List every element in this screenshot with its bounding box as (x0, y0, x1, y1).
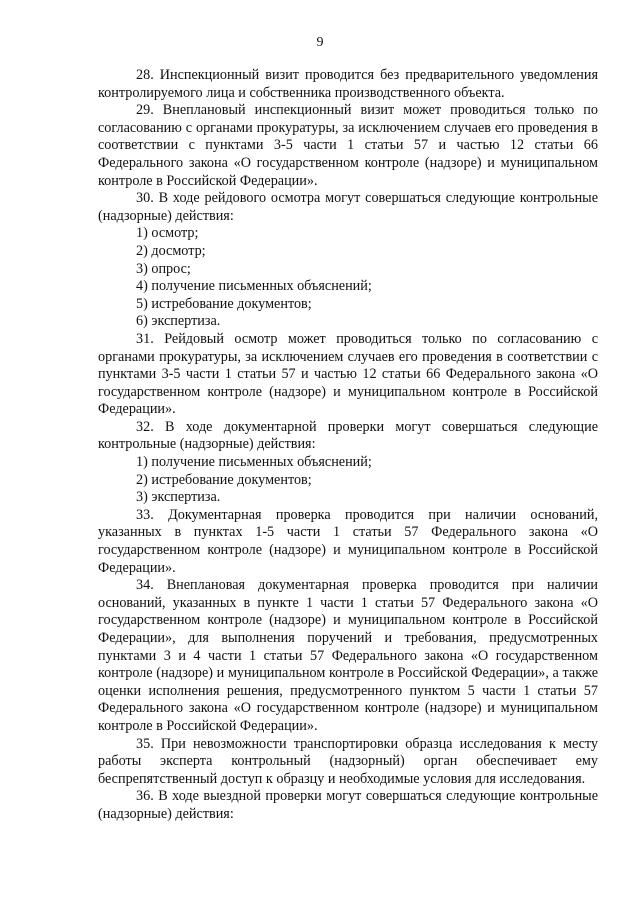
paragraph-31: 31. Рейдовый осмотр может проводиться только по согласованию с органами прокуратуры, за исключением случаев его проведения в соответствии с пунктами 3-5 части 1 статьи 57 и частью 12 статьи 66 Федерального закона «О государственном контроле (надзоре) и муниципальном контроле в Российской Федерации». (98, 330, 598, 418)
document-body (98, 67, 598, 824)
list-item: 6) экспертиза. (136, 313, 221, 330)
list-item: 1) осмотр; (136, 225, 199, 242)
paragraph-29: 29. Внеплановый инспекционный визит может проводиться только по согласованию с органами прокуратуры, за исключением случаев его проведения в соответствии с пунктами 3-5 части 1 статьи 57 и частью 12 статьи 66 Федерального закона «О государственном контроле (надзоре) и муниципальном контроле в Российской Федерации». (98, 102, 598, 189)
list-item: 2) досмотр; (136, 242, 206, 259)
page-number: 9 (316, 35, 324, 50)
list-item: 4) получение письменных объяснений; (136, 278, 372, 295)
list-item: 3) экспертиза. (136, 489, 221, 506)
paragraph-34: 34. Внеплановая документарная проверка проводится при наличии оснований, указанных в пункте 1 части 1 статьи 57 Федерального закона «О государственном контроле (надзоре) и муниципальном контроле в Российской Федерации», для выполнения поручений и требования, предусмотренных пунктами 3 и 4 части 1 статьи 57 Федерального закона «О государственном контроле (надзоре) и муниципальном контроле в Российской Федерации», а также оценки исполнения решения, предусмотренного пунктом 5 части 1 статьи 57 Федерального закона «О государственном контроле (надзоре) и муниципальном контроле в Российской Федерации». (98, 577, 598, 734)
list-item: 5) истребование документов; (136, 295, 312, 312)
paragraph-30: 30. В ходе рейдового осмотра могут совершаться следующие контрольные (надзорные) действия: (98, 190, 598, 224)
paragraph-32: 32. В ходе документарной проверки могут совершаться следующие контрольные (надзорные) действия: (98, 418, 598, 453)
paragraph-36: 36. В ходе выездной проверки могут совершаться следующие контрольные (надзорные) действия: (98, 788, 598, 822)
paragraph-28: 28. Инспекционный визит проводится без предварительного уведомления контролируемого лица и собственника производственного объекта. (98, 67, 598, 101)
list-item: 1) получение письменных объяснений; (136, 454, 372, 471)
paragraph-35: 35. При невозможности транспортировки образца исследования к месту работы эксперта контрольный (надзорный) орган обеспечивает ему беспрепятственный доступ к образцу и необходимые условия для исследования. (98, 735, 598, 787)
list-item: 3) опрос; (136, 260, 191, 277)
list-item: 2) истребование документов; (136, 471, 312, 488)
paragraph-33: 33. Документарная проверка проводится при наличии оснований, указанных в пунктах 1-5 части 1 статьи 57 Федерального закона «О государственном контроле (надзоре) и муниципальном контроле в Российской Федерации». (98, 506, 598, 576)
